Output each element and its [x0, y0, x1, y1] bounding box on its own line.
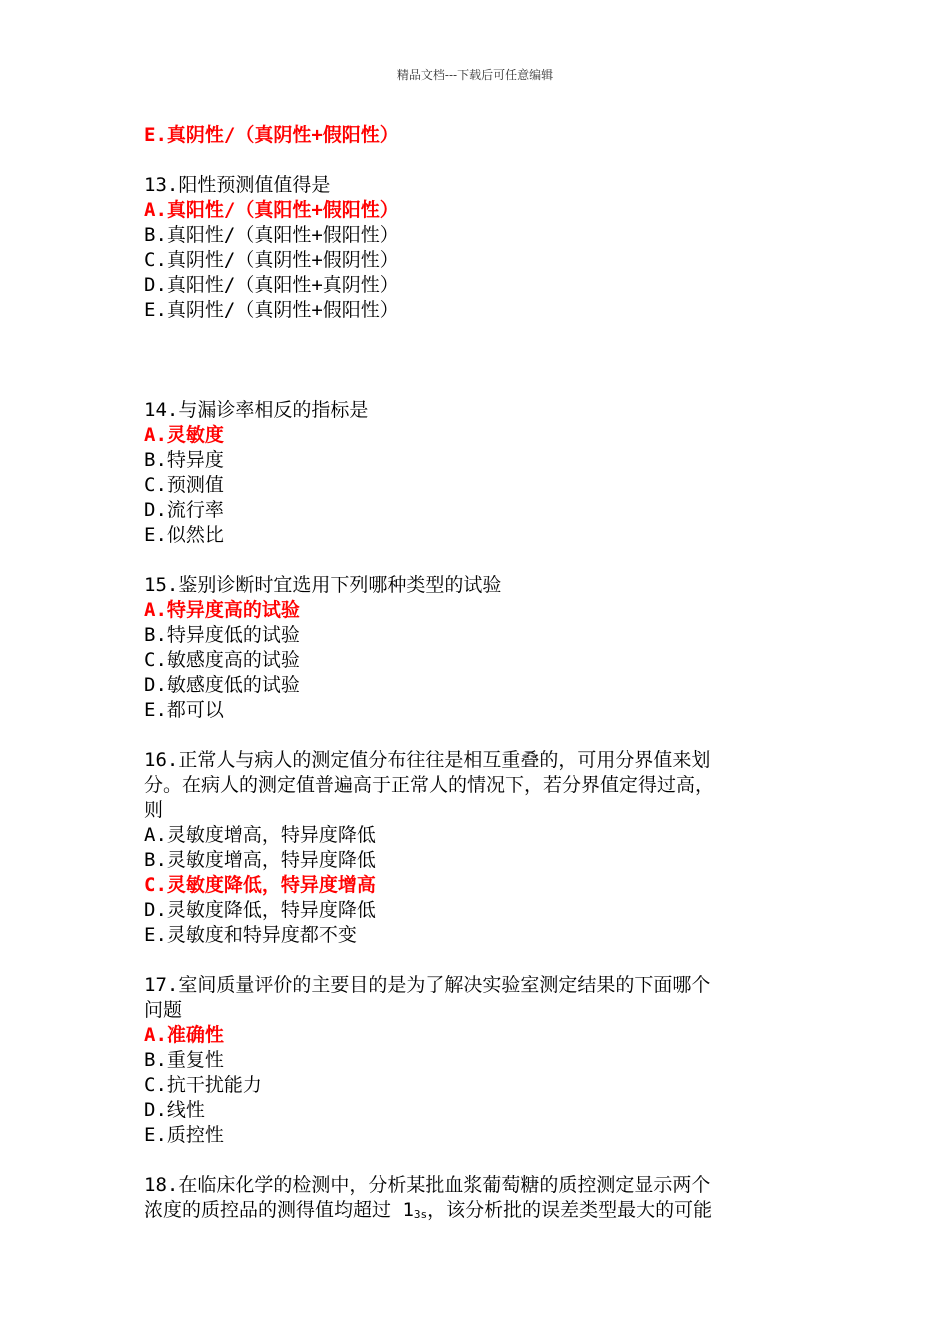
- option-e: E.真阴性/（真阴性+假阳性）: [144, 299, 399, 321]
- option-a-correct: A.准确性: [144, 1024, 224, 1046]
- stem-text-after-subscript: ，该分析批的误差类型最大的可能: [427, 1199, 713, 1221]
- q12-answer-option: E.真阴性/（真阴性+假阳性）: [144, 124, 399, 146]
- option-a: A.灵敏度增高，特异度降低: [144, 824, 376, 846]
- question-stem: 13.阳性预测值值得是: [144, 174, 331, 196]
- option-d: D.敏感度低的试验: [144, 674, 300, 696]
- option-a-correct: A.灵敏度: [144, 424, 224, 446]
- option-e: E.质控性: [144, 1124, 224, 1146]
- option-e: E.灵敏度和特异度都不变: [144, 924, 357, 946]
- option-b: B.特异度: [144, 449, 224, 471]
- question-stem-line-2: 分。在病人的测定值普遍高于正常人的情况下，若分界值定得过高，: [144, 774, 715, 796]
- page-header: 精品文档---下载后可任意编辑: [396, 68, 554, 82]
- question-stem-line-3: 则: [144, 799, 164, 821]
- subscript-3s: 3s: [413, 1208, 428, 1221]
- question-stem: 15.鉴别诊断时宜选用下列哪种类型的试验: [144, 574, 502, 596]
- option-a-correct: A.真阳性/（真阳性+假阳性）: [144, 199, 399, 221]
- option-d: D.线性: [144, 1099, 205, 1121]
- option-e: E.都可以: [144, 699, 224, 721]
- option-b: B.真阳性/（真阳性+假阳性）: [144, 224, 399, 246]
- option-c: C.敏感度高的试验: [144, 649, 300, 671]
- option-a-correct: A.特异度高的试验: [144, 599, 300, 621]
- option-b: B.重复性: [144, 1049, 224, 1071]
- option-b: B.特异度低的试验: [144, 624, 300, 646]
- question-stem-line-2: [144, 1198, 824, 1223]
- question-stem-line-1: 16.正常人与病人的测定值分布往往是相互重叠的，可用分界值来划: [144, 749, 711, 771]
- question-stem-line-1: 18.在临床化学的检测中，分析某批血浆葡萄糖的质控测定显示两个: [144, 1174, 711, 1196]
- option-c: C.预测值: [144, 474, 224, 496]
- question-content: [144, 123, 824, 1223]
- question-18: [144, 1173, 824, 1223]
- question-stem-line-2: 问题: [144, 999, 183, 1021]
- question-15: [144, 573, 824, 723]
- option-d: D.灵敏度降低，特异度降低: [144, 899, 376, 921]
- option-c: C.抗干扰能力: [144, 1074, 262, 1096]
- stem-text-before-subscript: 浓度的质控品的测得值均超过 1: [144, 1199, 414, 1221]
- question-17: [144, 973, 824, 1148]
- question-16: [144, 748, 824, 948]
- question-stem-line-1: 17.室间质量评价的主要目的是为了解决实验室测定结果的下面哪个: [144, 974, 711, 996]
- option-b: B.灵敏度增高，特异度降低: [144, 849, 376, 871]
- option-d: D.流行率: [144, 499, 224, 521]
- option-e: E.似然比: [144, 524, 224, 546]
- option-d: D.真阳性/（真阳性+真阴性）: [144, 274, 399, 296]
- question-14: [144, 398, 824, 548]
- question-13: [144, 173, 824, 323]
- option-c: C.真阴性/（真阴性+假阴性）: [144, 249, 399, 271]
- option-c-correct: C.灵敏度降低，特异度增高: [144, 874, 376, 896]
- question-stem: 14.与漏诊率相反的指标是: [144, 399, 369, 421]
